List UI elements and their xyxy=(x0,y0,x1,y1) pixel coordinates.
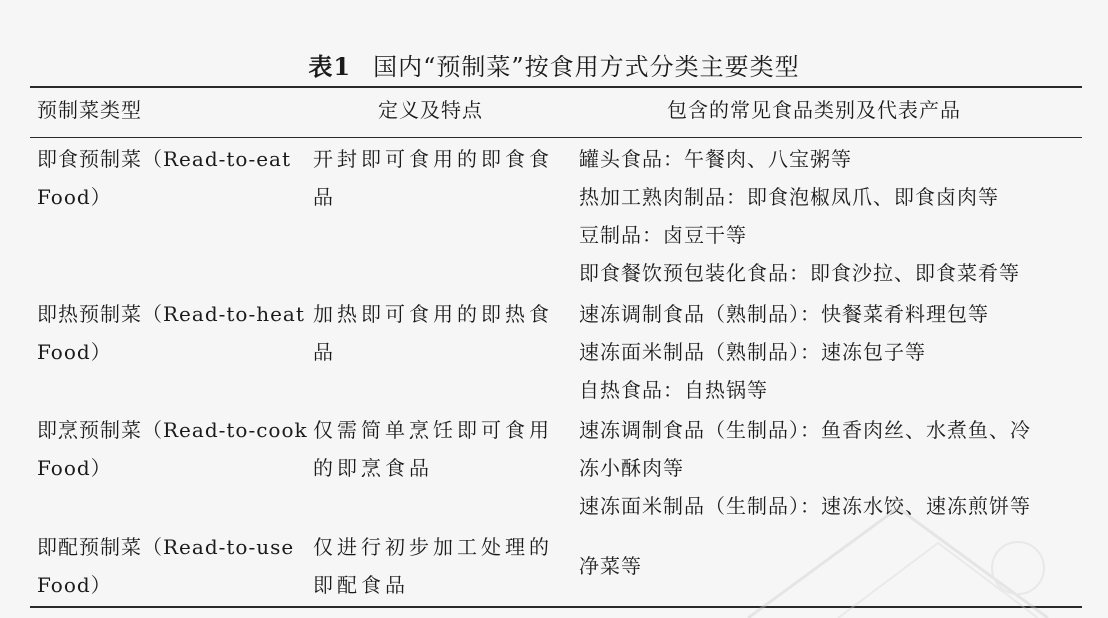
product-line: 自热食品：自热锅等 xyxy=(579,378,768,402)
table-header-rule xyxy=(30,137,1082,138)
definition-line: 仅需简单烹饪即可食用 xyxy=(313,418,553,442)
type-line: Food） xyxy=(37,185,112,209)
definition-line: 仅进行初步加工处理的 xyxy=(313,535,553,559)
definition-line: 品 xyxy=(313,185,337,209)
table-row xyxy=(37,528,297,604)
table-caption xyxy=(0,47,1108,82)
header-products: 包含的常见食品类别及代表产品 xyxy=(667,98,961,122)
products-cell xyxy=(579,140,1079,292)
type-line: 即烹预制菜（Read-to-cook xyxy=(37,418,308,442)
product-line: 净菜等 xyxy=(579,554,642,578)
definition-cell xyxy=(313,295,558,371)
definition-line: 即配食品 xyxy=(313,573,409,597)
table-row xyxy=(37,295,305,371)
product-line: 即食餐饮预包装化食品：即食沙拉、即食菜肴等 xyxy=(579,261,1020,285)
product-line: 速冻调制食品（熟制品）：快餐菜肴料理包等 xyxy=(579,302,989,326)
table-row xyxy=(37,140,297,216)
type-line: 即食预制菜（Read-to-eat xyxy=(37,147,292,171)
definition-cell xyxy=(313,140,558,216)
product-line: 速冻调制食品（生制品）：鱼香肉丝、水煮鱼、冷 xyxy=(579,418,1031,442)
definition-line: 加热即可食用的即热食 xyxy=(313,302,553,326)
definition-line: 品 xyxy=(313,340,337,364)
product-line: 豆制品：卤豆干等 xyxy=(579,223,747,247)
product-line: 热加工熟肉制品：即食泡椒凤爪、即食卤肉等 xyxy=(579,185,999,209)
type-line: 即配预制菜（Read-to-use xyxy=(37,535,295,559)
table-row xyxy=(37,411,308,487)
definition-line: 开封即可食用的即食食 xyxy=(313,147,553,171)
header-type: 预制菜类型 xyxy=(37,98,142,122)
type-line: 即热预制菜（Read-to-heat xyxy=(37,302,305,326)
watermark-graphic xyxy=(688,448,1108,618)
type-line: Food） xyxy=(37,456,112,480)
header-definition: 定义及特点 xyxy=(378,98,483,122)
definition-line: 的即烹食品 xyxy=(313,456,433,480)
products-cell xyxy=(579,295,1079,409)
table-label: 表1 xyxy=(308,52,352,81)
product-line: 速冻面米制品（熟制品）：速冻包子等 xyxy=(579,340,926,364)
definition-cell xyxy=(313,411,558,487)
type-line: Food） xyxy=(37,573,112,597)
table-title: 国内“预制菜”按食用方式分类主要类型 xyxy=(373,53,800,81)
product-line: 罐头食品：午餐肉、八宝粥等 xyxy=(579,147,852,171)
product-line: 冻小酥肉等 xyxy=(579,456,684,480)
product-line: 速冻面米制品（生制品）：速冻水饺、速冻煎饼等 xyxy=(579,494,1031,518)
type-line: Food） xyxy=(37,340,112,364)
definition-cell xyxy=(313,528,558,604)
table-top-rule xyxy=(30,86,1082,88)
